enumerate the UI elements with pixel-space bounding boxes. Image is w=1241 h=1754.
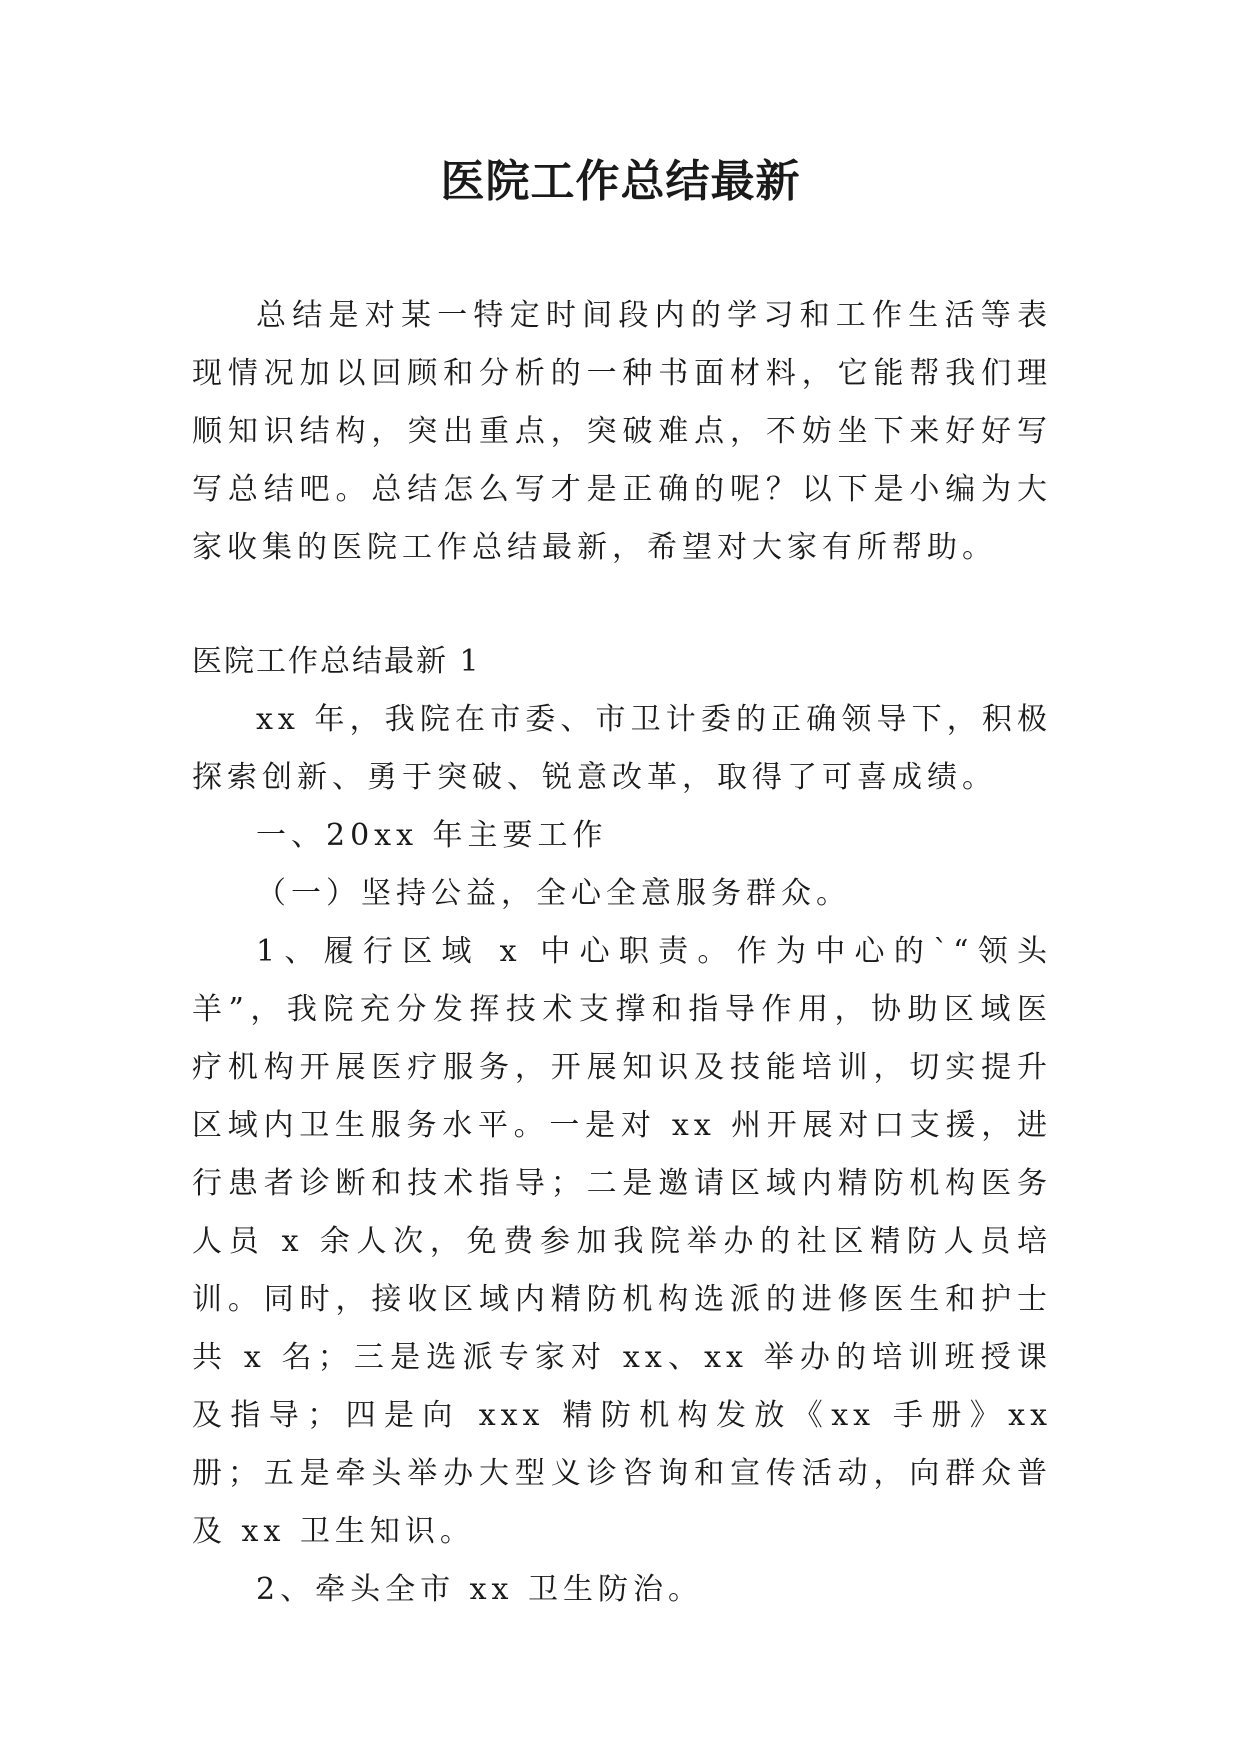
intro-paragraph: 总结是对某一特定时间段内的学习和工作生活等表现情况加以回顾和分析的一种书面材料，它能帮我们理顺知识结构，突出重点，突破难点，不妨坐下来好好写写总结吧。总结怎么写才是正确的呢？以下是小编为大家收集的医院工作总结最新，希望对大家有所帮助。 [192, 298, 1052, 565]
document-title: 医院工作总结最新 [440, 156, 801, 207]
section-heading: 医院工作总结最新 1 [192, 644, 481, 679]
paragraph-item-1: 1、履行区域 x 中心职责。作为中心的`“领头羊”，我院充分发挥技术支撑和指导作用，协助区域医疗机构开展医疗服务，开展知识及技能培训，切实提升区域内卫生服务水平。一是对 xx 州开展对口支援，进行患者诊断和技术指导；二是邀请区域内精防机构医务人员 x 余人次，免费参加我院举办的社区精防人员培训。同时，接收区域内精防机构选派的进修医生和护士共 x 名；三是选派专家对 xx、xx 举办的培训班授课及指导；四是向 xxx 精防机构发放《xx 手册》xx 册；五是牵头举办大型义诊咨询和宣传活动，向群众普及 xx 卫生知识。 [192, 934, 1052, 1549]
document-body [192, 287, 1052, 1619]
paragraph-main-work-heading: 一、20xx 年主要工作 [256, 818, 608, 853]
paragraph-subheading-1: （一）坚持公益，全心全意服务群众。 [256, 876, 851, 911]
paragraph-item-2: 2、牵头全市 xx 卫生防治。 [256, 1572, 703, 1607]
paragraph-1: xx 年，我院在市委、市卫计委的正确领导下，积极探索创新、勇于突破、锐意改革，取得了可喜成绩。 [192, 702, 1052, 795]
